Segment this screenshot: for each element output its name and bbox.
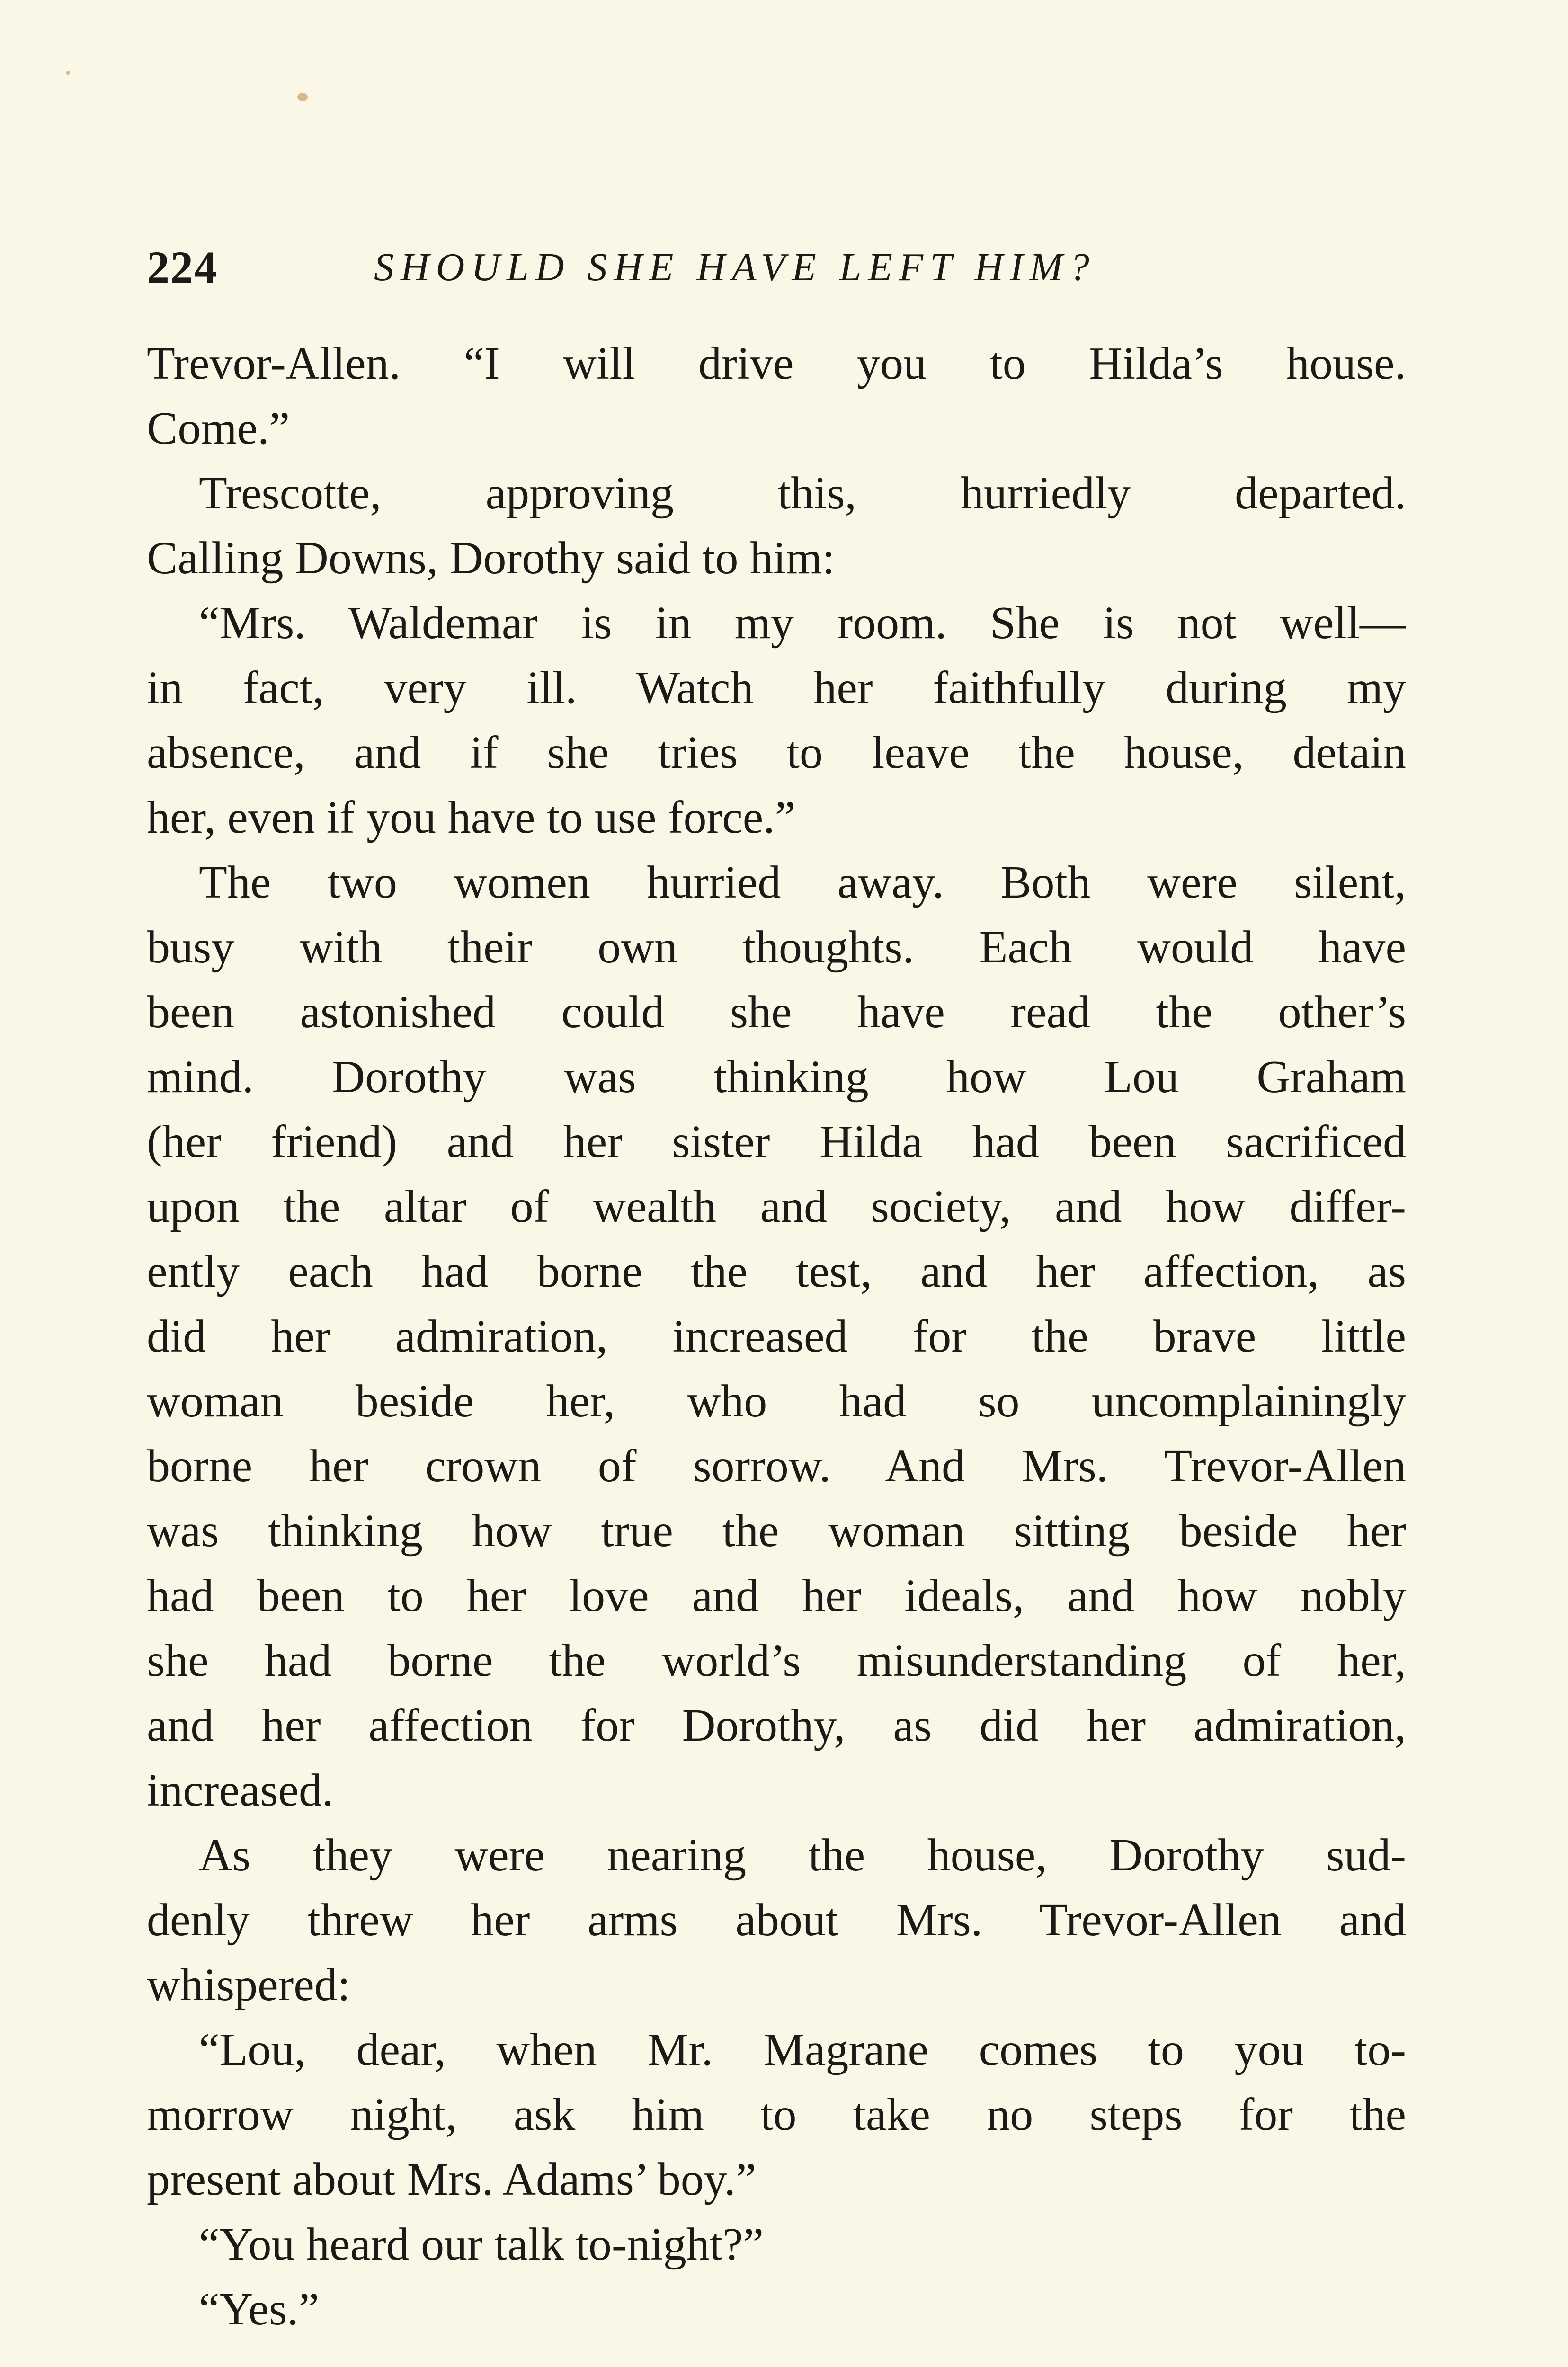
text-line: woman beside her, who had so uncomplainingly: [147, 1376, 1406, 1427]
paper-speck: [66, 71, 70, 75]
text-line: mind. Dorothy was thinking how Lou Graham: [147, 1051, 1406, 1103]
text-line: and her affection for Dorothy, as did her admiration,: [147, 1700, 1406, 1751]
text-line: “Lou, dear, when Mr. Magrane comes to you to-: [199, 2024, 1406, 2075]
text-line: did her admiration, increased for the brave little: [147, 1311, 1406, 1362]
text-line: “Yes.”: [199, 2284, 320, 2335]
text-line: “You heard our talk to-night?”: [199, 2219, 764, 2270]
text-line: ently each had borne the test, and her affection, as: [147, 1246, 1406, 1297]
text-line: morrow night, ask him to take no steps for the: [147, 2089, 1406, 2140]
text-line: been astonished could she have read the other’s: [147, 987, 1406, 1038]
text-line: busy with their own thoughts. Each would have: [147, 922, 1406, 973]
text-line: her, even if you have to use force.”: [147, 792, 796, 843]
body-text: [147, 331, 1406, 2342]
text-line: Trescotte, approving this, hurriedly departed.: [199, 468, 1406, 519]
text-line: Calling Downs, Dorothy said to him:: [147, 533, 835, 584]
text-line: “Mrs. Waldemar is in my room. She is not well—: [199, 597, 1406, 649]
paper-speck: [297, 93, 308, 101]
text-line: had been to her love and her ideals, and how nobly: [147, 1570, 1406, 1621]
text-line: Trevor-Allen. “I will drive you to Hilda’s house.: [147, 338, 1406, 389]
text-line: absence, and if she tries to leave the house, detain: [147, 727, 1406, 778]
text-line: The two women hurried away. Both were silent,: [199, 857, 1406, 908]
text-line: (her friend) and her sister Hilda had been sacrificed: [147, 1116, 1406, 1167]
text-line: As they were nearing the house, Dorothy sud-: [199, 1830, 1406, 1881]
text-line: Come.”: [147, 403, 290, 454]
text-line: she had borne the world’s misunderstanding of her,: [147, 1635, 1406, 1686]
text-line: whispered:: [147, 1959, 350, 2011]
text-line: denly threw her arms about Mrs. Trevor-Allen and: [147, 1895, 1406, 1946]
text-line: increased.: [147, 1765, 334, 1816]
running-title: SHOULD SHE HAVE LEFT HIM?: [374, 245, 1096, 289]
text-line: was thinking how true the woman sitting beside her: [147, 1505, 1406, 1557]
text-line: borne her crown of sorrow. And Mrs. Trevor-Allen: [147, 1441, 1406, 1492]
text-line: upon the altar of wealth and society, and how differ-: [147, 1181, 1406, 1232]
running-head: [147, 237, 1406, 298]
text-line: present about Mrs. Adams’ boy.”: [147, 2154, 757, 2205]
text-line: in fact, very ill. Watch her faithfully during my: [147, 662, 1406, 713]
page-number: 224: [147, 242, 218, 293]
